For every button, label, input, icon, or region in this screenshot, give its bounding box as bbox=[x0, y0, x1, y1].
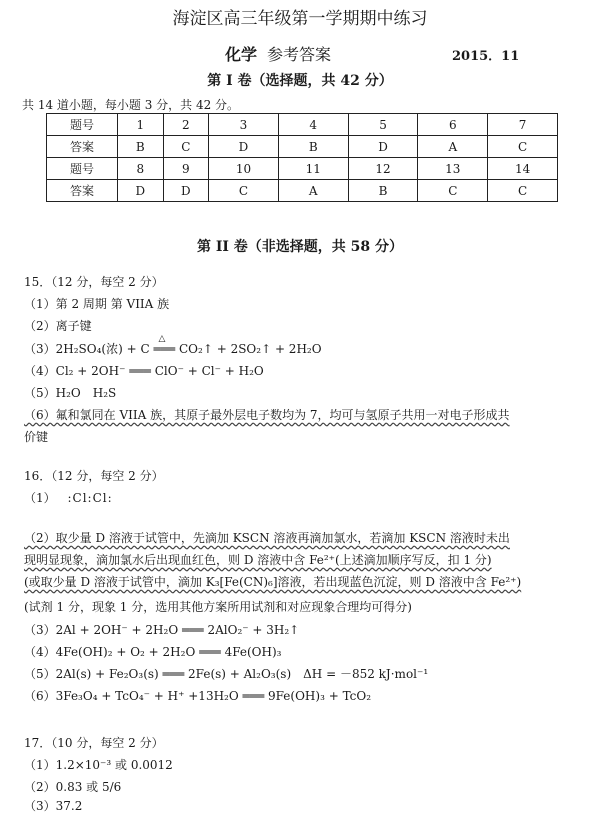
q15-answer-2: （2）离子键 bbox=[24, 319, 92, 333]
q16-answer-2-line1 bbox=[24, 529, 510, 546]
q17-header: 17．（10 分，每空 2 分） bbox=[24, 736, 164, 750]
table-cell: 7 bbox=[488, 114, 558, 136]
subject-name: 化学 bbox=[225, 45, 258, 64]
q16-answer-6: （6）3Fe₃O₄ + TcO₄⁻ + H⁺ +13H₂O ═══ 9Fe(OH)₃ + TcO₂ bbox=[24, 689, 372, 703]
q16-answer-2-text-3: (或取少量 D 溶液于试管中，滴加 K₃[Fe(CN)₆]溶液，若出现蓝色沉淀，则 D 溶液中含 Fe²⁺) bbox=[24, 575, 522, 589]
table-cell: C bbox=[209, 180, 279, 202]
table-cell: B bbox=[118, 136, 164, 158]
q15-eq3-lhs: （3）2H₂SO₄(浓) + C bbox=[24, 342, 150, 356]
doc-type: 参考答案 bbox=[267, 45, 332, 64]
q16-answer-5: （5）2Al(s) + Fe₂O₃(s) ═══ 2Fe(s) + Al₂O₃(s) ΔH = －852 kJ·mol⁻¹ bbox=[24, 667, 429, 681]
heat-symbol: △ bbox=[158, 334, 166, 344]
table-cell: 4 bbox=[278, 114, 348, 136]
table-cell: 2 bbox=[163, 114, 209, 136]
q15-answer-6-line1 bbox=[24, 406, 510, 423]
table-cell: C bbox=[488, 180, 558, 202]
page-title: 海淀区高三年级第一学期期中练习 bbox=[172, 9, 428, 29]
q16-answer-2-line4: (试剂 1 分，现象 1 分，选用其他方案所用试剂和对应现象合理均可得分) bbox=[24, 600, 412, 614]
electron-formula: :Cl:Cl: bbox=[67, 491, 113, 505]
part1-heading: 第 I 卷（选择题，共 42 分） bbox=[207, 73, 393, 89]
table-row-label: 题号 bbox=[47, 158, 118, 180]
table-row bbox=[47, 114, 558, 136]
table-cell: 11 bbox=[278, 158, 348, 180]
table-row-label: 答案 bbox=[47, 180, 118, 202]
q17-answer-1: （1）1.2×10⁻³ 或 0.0012 bbox=[24, 758, 173, 772]
table-cell: C bbox=[418, 180, 488, 202]
q15-answer-5: （5）H₂O H₂S bbox=[24, 386, 117, 400]
exam-date: 2015．11 bbox=[452, 49, 520, 64]
table-cell: D bbox=[118, 180, 164, 202]
table-row bbox=[47, 136, 558, 158]
table-cell: 13 bbox=[418, 158, 488, 180]
q17-answer-3: （3）37.2 bbox=[24, 799, 83, 813]
table-cell: D bbox=[209, 136, 279, 158]
table-cell: C bbox=[488, 136, 558, 158]
table-row bbox=[47, 158, 558, 180]
table-cell: 12 bbox=[348, 158, 418, 180]
table-cell: B bbox=[348, 180, 418, 202]
heat-condition-arrow: △ ═══ bbox=[153, 334, 176, 356]
table-cell: A bbox=[278, 180, 348, 202]
table-cell: C bbox=[163, 136, 209, 158]
subject-title bbox=[225, 42, 331, 65]
q16-answer-2-text-2: 现明显现象，滴加氯水后出现血红色，则 D 溶液中含 Fe²⁺(上述滴加顺序写反，扣 1 分) bbox=[24, 553, 492, 567]
table-cell: D bbox=[348, 136, 418, 158]
table-cell: 3 bbox=[209, 114, 279, 136]
part1-note: 共 14 道小题，每小题 3 分，共 42 分。 bbox=[22, 98, 240, 112]
table-row-label: 题号 bbox=[47, 114, 118, 136]
q17-answer-2: （2）0.83 或 5/6 bbox=[24, 780, 122, 794]
q16-answer-4: （4）4Fe(OH)₂ + O₂ + 2H₂O ═══ 4Fe(OH)₃ bbox=[24, 645, 282, 659]
table-cell: 5 bbox=[348, 114, 418, 136]
table-cell: 1 bbox=[118, 114, 164, 136]
table-cell: 14 bbox=[488, 158, 558, 180]
q16-answer-2-line2 bbox=[24, 551, 492, 568]
q16-answer-3: （3）2Al + 2OH⁻ + 2H₂O ═══ 2AlO₂⁻ + 3H₂↑ bbox=[24, 623, 300, 637]
q15-answer-3 bbox=[24, 334, 322, 357]
table-row bbox=[47, 180, 558, 202]
q16-answer-1 bbox=[24, 489, 113, 506]
q15-answer-6-line2: 价键 bbox=[24, 430, 49, 444]
part2-heading: 第 II 卷（非选择题，共 58 分） bbox=[196, 239, 404, 255]
q15-header: 15．（12 分，每空 2 分） bbox=[24, 275, 164, 289]
table-cell: 10 bbox=[209, 158, 279, 180]
q15-answer-1: （1）第 2 周期 第 VIIA 族 bbox=[24, 297, 170, 311]
q15-answer-6-text: （6）氟和氯同在 VIIA 族，其原子最外层电子数均为 7，均可与氢原子共用一对电子形成共 bbox=[24, 408, 510, 422]
answer-table bbox=[46, 113, 558, 202]
table-cell: 8 bbox=[118, 158, 164, 180]
q16-header: 16．（12 分，每空 2 分） bbox=[24, 469, 164, 483]
table-cell: 9 bbox=[163, 158, 209, 180]
q16-answer-1-label: （1） bbox=[24, 491, 56, 505]
table-cell: D bbox=[163, 180, 209, 202]
table-row-label: 答案 bbox=[47, 136, 118, 158]
q15-answer-4: （4）Cl₂ + 2OH⁻ ═══ ClO⁻ + Cl⁻ + H₂O bbox=[24, 364, 264, 378]
q16-answer-2-text-1: （2）取少量 D 溶液于试管中，先滴加 KSCN 溶液再滴加氯水，若滴加 KSCN 溶液时未出 bbox=[24, 531, 510, 545]
q16-answer-2-line3 bbox=[24, 573, 521, 590]
table-cell: A bbox=[418, 136, 488, 158]
table-cell: B bbox=[278, 136, 348, 158]
table-cell: 6 bbox=[418, 114, 488, 136]
q15-eq3-rhs: CO₂↑ + 2SO₂↑ + 2H₂O bbox=[179, 342, 322, 356]
